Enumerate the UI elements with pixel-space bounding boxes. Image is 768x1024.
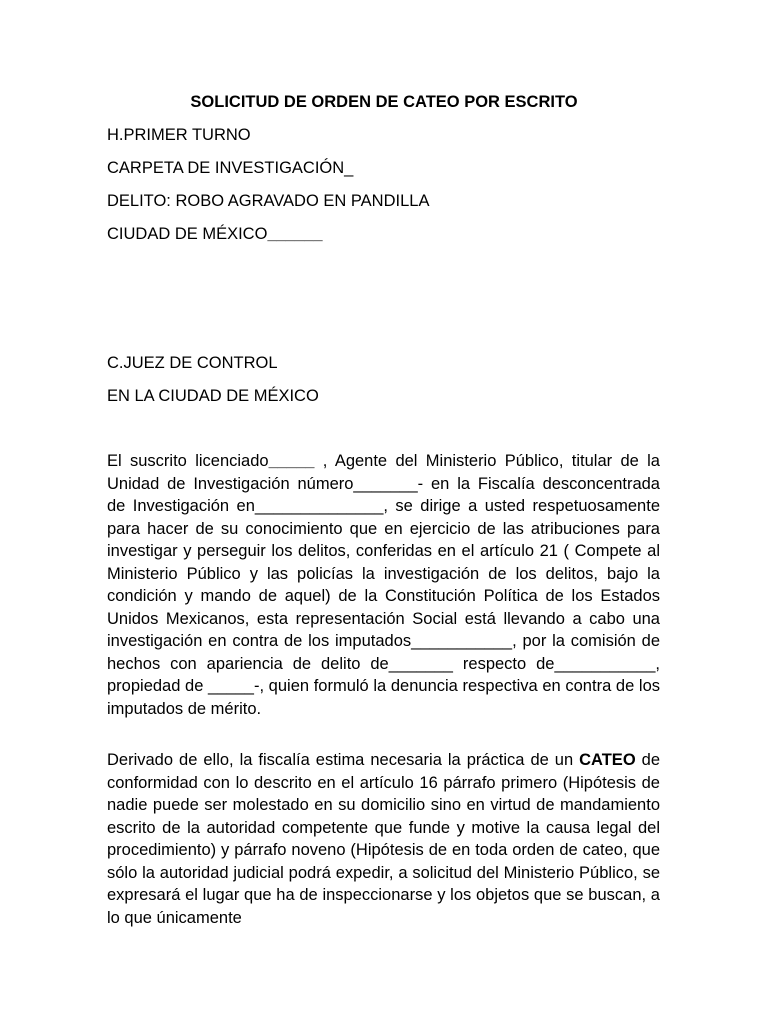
cateo-emphasis: CATEO	[579, 751, 636, 769]
paragraph-2-intro: Derivado de ello, la fiscalía estima necesaria la práctica de un	[107, 751, 580, 769]
ciudad-text: CIUDAD DE MÉXICO	[107, 225, 268, 243]
paragraph-2-text: de conformidad con lo descrito en el artículo 16 párrafo primero (Hipótesis de nadie puede ser molestado en su domicilio sino en virtud de mandamiento escrito de la autoridad competente que funde y motive la causa legal del procedimiento) y párrafo noveno (Hipótesis de en toda orden de cateo, que sólo la autoridad judicial podrá expedir, a solicitud del Ministerio Público, se expresará el lugar que ha de inspeccionarse y los objetos que se buscan, a lo que únicamente	[107, 751, 660, 927]
addressee-judge: C.JUEZ DE CONTROL	[107, 354, 278, 372]
header-line-ciudad	[107, 224, 323, 244]
paragraph-1-text: , Agente del Ministerio Público, titular de la Unidad de Investigación número_______- en la Fiscalía desconcentrada de Investigación en______________, se dirige a usted respetuosamente para hacer de su conocimiento que en ejercicio de las atribuciones para investigar y perseguir los delitos, conferidas en el artículo 21 ( Compete al Ministerio Público y las policías la investigación de los delitos, bajo la condición y mando de aquel) de la Constitución Política de los Estados Unidos Mexicanos, esta representación Social está llevando a cabo una investigación en contra de los imputados___________, por la comisión de hechos con apariencia de delito de_______ respecto de___________, propiedad de _____-, quien formuló la denuncia respectiva en contra de los imputados de mérito.	[107, 452, 660, 718]
header-line-delito: DELITO: ROBO AGRAVADO EN PANDILLA	[107, 192, 430, 210]
paragraph-1-intro: El suscrito licenciado	[107, 452, 269, 470]
body-paragraph-2	[107, 749, 660, 929]
ciudad-blank: ______	[267, 225, 323, 243]
addressee-city: EN LA CIUDAD DE MÉXICO	[107, 387, 319, 405]
document-title: SOLICITUD DE ORDEN DE CATEO POR ESCRITO	[190, 93, 578, 111]
header-line-turno: H.PRIMER TURNO	[107, 126, 251, 144]
header-line-carpeta: CARPETA DE INVESTIGACIÓN_	[107, 159, 354, 177]
paragraph-1-blank: _____	[268, 452, 315, 470]
body-paragraph-1	[107, 450, 660, 720]
